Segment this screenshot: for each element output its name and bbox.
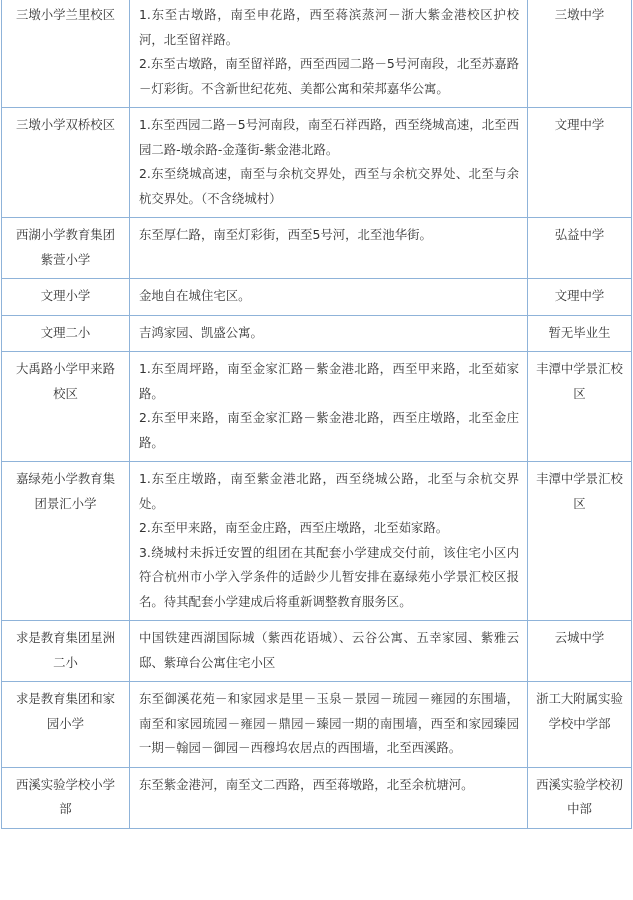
table-row [2, 767, 632, 828]
primary-school-name: 求是教育集团星洲二小 [2, 621, 130, 682]
primary-school-name: 三墩小学双桥校区 [2, 108, 130, 218]
primary-school-name: 求是教育集团和家园小学 [2, 682, 130, 768]
middle-school-name: 丰潭中学景汇校区 [528, 352, 632, 462]
service-area [130, 108, 528, 218]
service-area-item: 2.东至绕城高速，南至与余杭交界处，西至与余杭交界处、北至与余杭交界处。（不含绕城村） [139, 166, 519, 206]
table-row [2, 218, 632, 279]
service-area-item: 2.东至古墩路，南至留祥路，西至西园二路－5号河南段，北至苏嘉路－灯彩街。不含新世纪花苑、美都公寓和荣邦嘉华公寓。 [139, 56, 519, 96]
table-row [2, 352, 632, 462]
service-area [130, 767, 528, 828]
table-row [2, 462, 632, 621]
service-area [130, 0, 528, 108]
service-area-item: 1.东至西园二路－5号河南段，南至石祥西路，西至绕城高速，北至西园二路-墩余路-金蓬街-紫金港北路。 [139, 117, 519, 157]
primary-school-name: 大禹路小学甲来路校区 [2, 352, 130, 462]
middle-school-name: 西溪实验学校初中部 [528, 767, 632, 828]
primary-school-name: 三墩小学兰里校区 [2, 0, 130, 108]
service-area [130, 352, 528, 462]
school-district-table [1, 0, 632, 829]
service-area-item: 2.东至甲来路，南至金家汇路－紫金港北路，西至庄墩路，北至金庄路。 [139, 410, 519, 450]
service-area [130, 682, 528, 768]
service-area [130, 218, 528, 279]
middle-school-name: 丰潭中学景汇校区 [528, 462, 632, 621]
service-area-item: 2.东至甲来路，南至金庄路，西至庄墩路，北至茹家路。 [139, 520, 449, 535]
service-area-item: 1.东至周坪路，南至金家汇路－紫金港北路，西至甲来路，北至茹家路。 [139, 361, 519, 401]
service-area-item: 东至紫金港河，南至文二西路，西至蒋墩路，北至余杭塘河。 [139, 776, 474, 792]
primary-school-name: 文理小学 [2, 279, 130, 316]
middle-school-name: 浙工大附属实验学校中学部 [528, 682, 632, 768]
service-area-item: 吉鸿家园、凯盛公寓。 [139, 324, 263, 340]
primary-school-name: 西湖小学教育集团紫萱小学 [2, 218, 130, 279]
middle-school-name: 三墩中学 [528, 0, 632, 108]
table-row [2, 0, 632, 108]
primary-school-name: 嘉绿苑小学教育集团景汇小学 [2, 462, 130, 621]
service-area [130, 462, 528, 621]
service-area-item: 东至御溪花苑－和家园求是里－玉泉－景园－琉园－雍园的东围墙，南至和家园琉园－雍园－鼎园－臻园一期的南围墙，西至和家园臻园一期－翰园－御园－西穆坞农居点的西围墙，北至西溪路。 [139, 691, 519, 755]
table-row [2, 621, 632, 682]
table-row [2, 279, 632, 316]
middle-school-name: 弘益中学 [528, 218, 632, 279]
table-row [2, 315, 632, 352]
service-area-item: 1.东至庄墩路，南至紫金港北路，西至绕城公路，北至与余杭交界处。 [139, 471, 519, 511]
middle-school-name: 文理中学 [528, 279, 632, 316]
service-area-item: 3.绕城村未拆迁安置的组团在其配套小学建成交付前，该住宅小区内符合杭州市小学入学条件的适龄少儿暂安排在嘉绿苑小学景汇校区报名。待其配套小学建成后将重新调整教育服务区。 [139, 544, 519, 609]
primary-school-name: 西溪实验学校小学部 [2, 767, 130, 828]
service-area-item: 东至厚仁路，南至灯彩街，西至5号河，北至池华街。 [139, 227, 432, 242]
service-area-item: 1.东至古墩路，南至申花路，西至蒋滨蒸河－浙大紫金港校区护校河，北至留祥路。 [139, 7, 519, 47]
service-area [130, 279, 528, 316]
service-area [130, 315, 528, 352]
primary-school-name: 文理二小 [2, 315, 130, 352]
middle-school-name: 文理中学 [528, 108, 632, 218]
service-area-item: 中国铁建西湖国际城（紫西花语城）、云谷公寓、五幸家园、紫雅云邸、紫璋台公寓住宅小区 [139, 630, 519, 670]
middle-school-name: 暂无毕业生 [528, 315, 632, 352]
table-row [2, 682, 632, 768]
service-area-item: 金地自在城住宅区。 [139, 288, 251, 303]
table-row [2, 108, 632, 218]
middle-school-name: 云城中学 [528, 621, 632, 682]
service-area [130, 621, 528, 682]
